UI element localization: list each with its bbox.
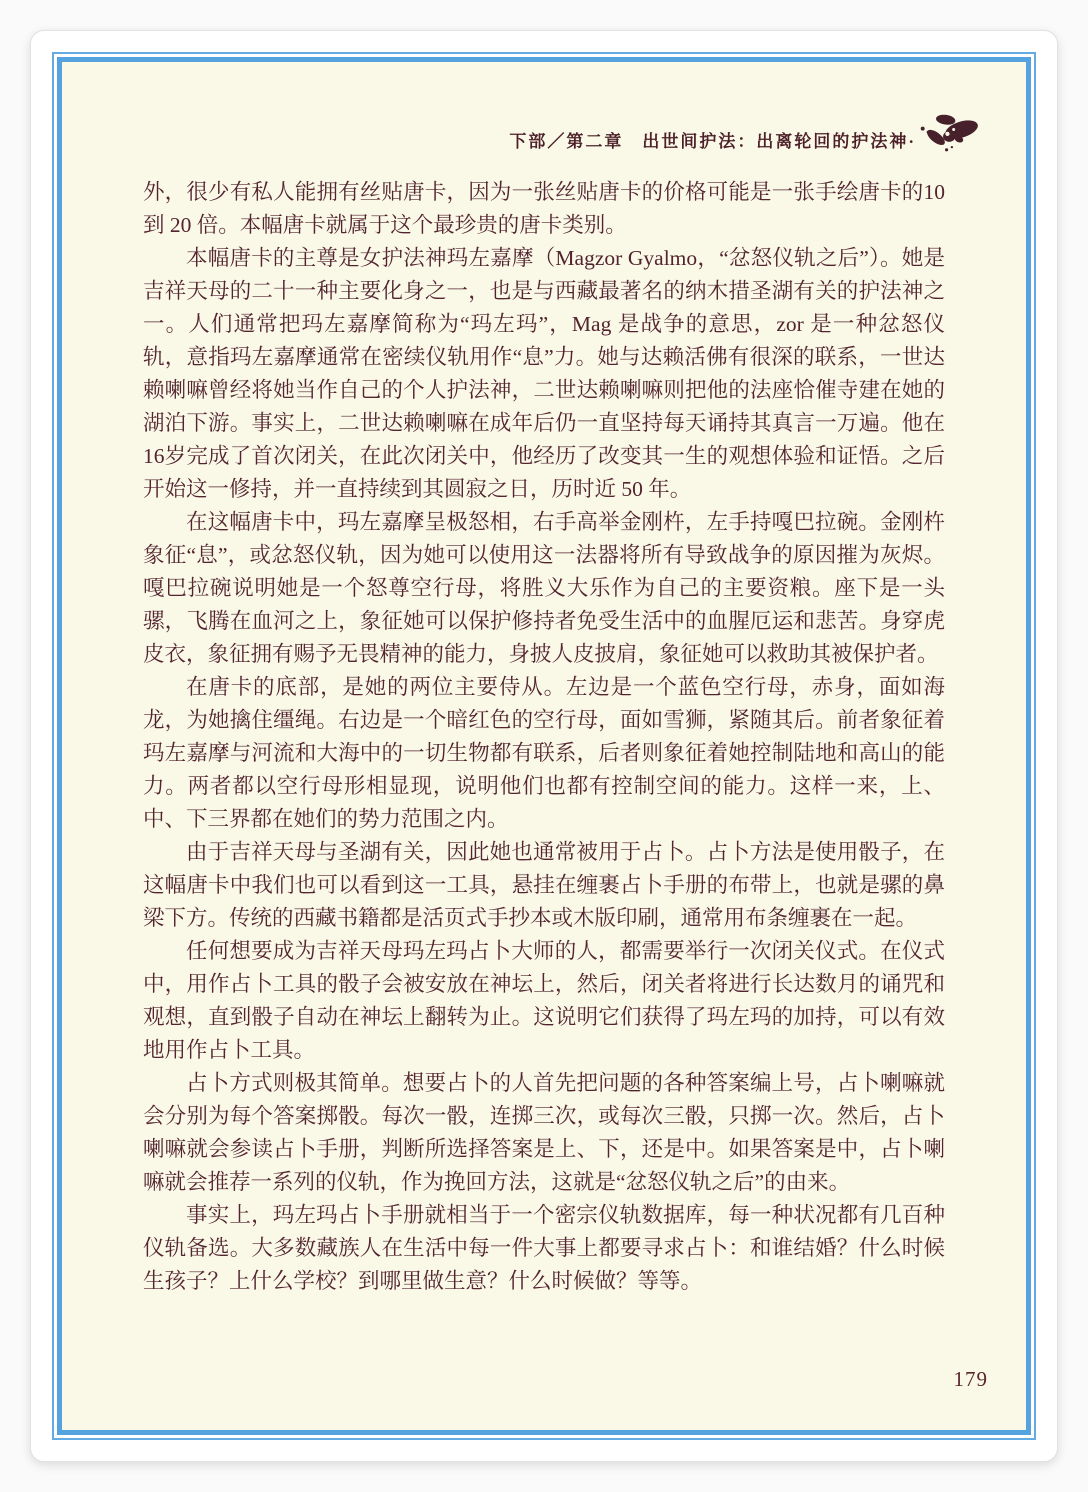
running-head-text: 下部／第二章 出世间护法：出离轮回的护法神· (509, 131, 916, 151)
paragraph: 本幅唐卡的主尊是女护法神玛左嘉摩（Magzor Gyalmo，“忿怒仪轨之后”）。她是吉祥天母的二十一种主要化身之一，也是与西藏最著名的纳木措圣湖有关的护法神之一。人们通常把玛左嘉摩简称为“玛左玛”，Mag 是战争的意思，zor 是一种忿怒仪轨，意指玛左嘉摩通常在密续仪轨用作“息”力。她与达赖活佛有很深的联系，一世达赖喇嘛曾经将她当作自己的个人护法神，二世达赖喇嘛则把他的法座恰催寺建在她的湖泊下游。事实上，二世达赖喇嘛在成年后仍一直坚持每天诵持其真言一万遍。他在16岁完成了首次闭关，在此次闭关中，他经历了改变其一生的观想体验和证悟。之后开始这一修持，并一直持续到其圆寂之日，历时近 50 年。 (143, 246, 945, 501)
outer-blue-frame (52, 52, 1036, 1440)
inner-blue-frame (57, 57, 1031, 1435)
paragraph: 占卜方式则极其简单。想要占卜的人首先把问题的各种答案编上号，占卜喇嘛就会分别为每个答案掷骰。每次一骰，连掷三次，或每次三骰，只掷一次。然后，占卜喇嘛就会参读占卜手册，判断所选择答案是上、下，还是中。如果答案是中，占卜喇嘛就会推荐一系列的仪轨，作为挽回方法，这就是“忿怒仪轨之后”的由来。 (143, 1071, 945, 1194)
body-text (143, 176, 945, 1298)
paragraph: 在唐卡的底部，是她的两位主要侍从。左边是一个蓝色空行母，赤身，面如海龙，为她擒住缰绳。右边是一个暗红色的空行母，面如雪狮，紧随其后。前者象征着玛左嘉摩与河流和大海中的一切生物都有联系，后者则象征着她控制陆地和高山的能力。两者都以空行母形相显现，说明他们也都有控制空间的能力。这样一来，上、中、下三界都在她们的势力范围之内。 (143, 675, 945, 831)
book-page-card (30, 30, 1058, 1462)
paragraph: 由于吉祥天母与圣湖有关，因此她也通常被用于占卜。占卜方法是使用骰子，在这幅唐卡中我们也可以看到这一工具，悬挂在缠裹占卜手册的布带上，也就是骡的鼻梁下方。传统的西藏书籍都是活页式手抄本或木版印刷，通常用布条缠裹在一起。 (143, 840, 945, 930)
running-header (62, 62, 1026, 158)
paragraph: 任何想要成为吉祥天母玛左玛占卜大师的人，都需要举行一次闭关仪式。在仪式中，用作占卜工具的骰子会被安放在神坛上，然后，闭关者将进行长达数月的诵咒和观想，直到骰子自动在神坛上翻转为止。这说明它们获得了玛左玛的加持，可以有效地用作占卜工具。 (143, 939, 945, 1062)
page-number: 179 (953, 1367, 988, 1391)
page-content (62, 62, 1026, 1430)
paragraph: 事实上，玛左玛占卜手册就相当于一个密宗仪轨数据库，每一种状况都有几百种仪轨备选。大多数藏族人在生活中每一件大事上都要寻求占卜：和谁结婚？什么时候生孩子？上什么学校？到哪里做生意？什么时候做？等等。 (143, 1203, 945, 1293)
paragraph: 外，很少有私人能拥有丝贴唐卡，因为一张丝贴唐卡的价格可能是一张手绘唐卡的10到 20 倍。本幅唐卡就属于这个最珍贵的唐卡类别。 (143, 180, 945, 237)
paragraph: 在这幅唐卡中，玛左嘉摩呈极怒相，右手高举金刚杵，左手持嘎巴拉碗。金刚杵象征“息”，或忿怒仪轨，因为她可以使用这一法器将所有导致战争的原因摧为灰烬。嘎巴拉碗说明她是一个怒尊空行母，将胜义大乐作为自己的主要资粮。座下是一头骡，飞腾在血河之上，象征她可以保护修持者免受生活中的血腥厄运和悲苦。身穿虎皮衣，象征拥有赐予无畏精神的能力，身披人皮披肩，象征她可以救助其被保护者。 (143, 510, 945, 666)
ink-stamp-icon (920, 110, 982, 161)
